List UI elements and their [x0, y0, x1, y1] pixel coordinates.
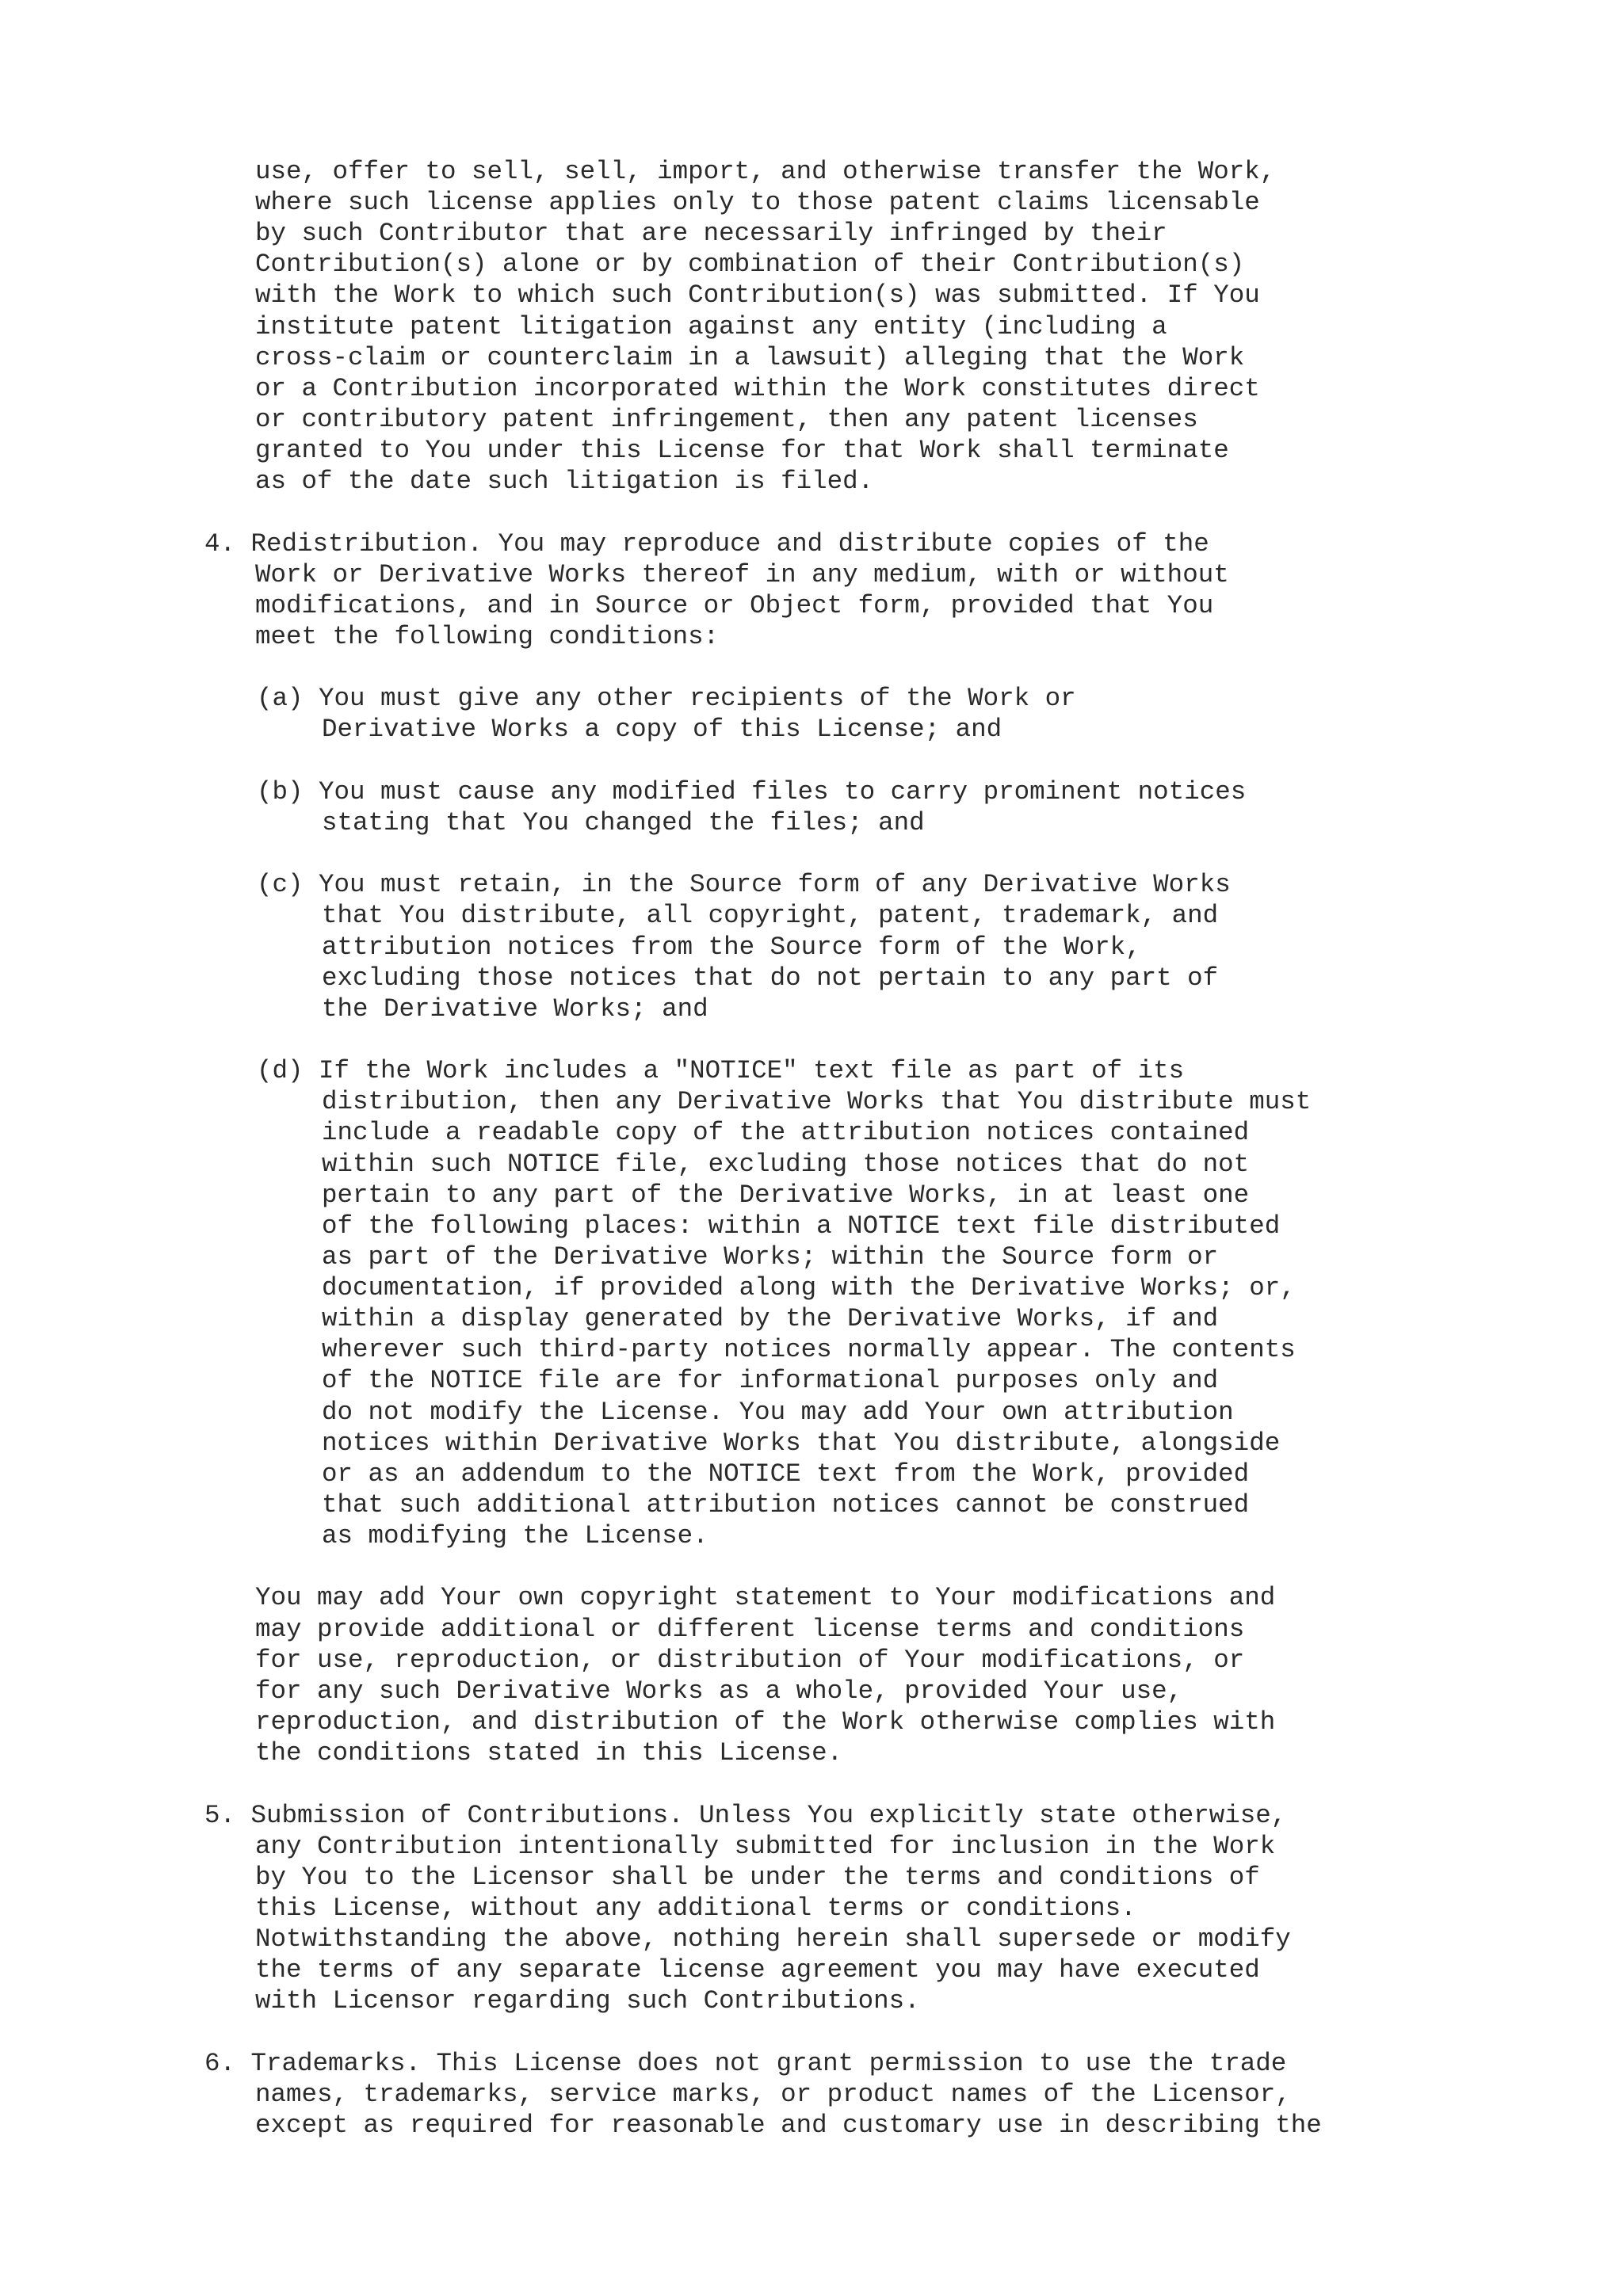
text-line: cross-claim or counterclaim in a lawsuit) alleging that the Work: [255, 343, 1245, 372]
text-line: for use, reproduction, or distribution of Your modifications, or: [255, 1646, 1245, 1675]
text-line: by You to the Licensor shall be under the terms and conditions of: [255, 1863, 1260, 1892]
text-line: as of the date such litigation is filed.: [255, 467, 874, 496]
text-line: Notwithstanding the above, nothing herein shall supersede or modify: [255, 1924, 1291, 1954]
text-line: Derivative Works a copy of this License; and: [322, 715, 1002, 744]
text-line: with the Work to which such Contribution(s) was submitted. If You: [255, 280, 1260, 310]
text-line: Work or Derivative Works thereof in any medium, with or without: [255, 560, 1229, 589]
text-line: pertain to any part of the Derivative Works, in at least one: [322, 1180, 1250, 1210]
text-line: may provide additional or different license terms and conditions: [255, 1615, 1245, 1644]
text-line: any Contribution intentionally submitted for inclusion in the Work: [255, 1832, 1276, 1861]
text-line: documentation, if provided along with the Derivative Works; or,: [322, 1273, 1296, 1302]
text-line: or a Contribution incorporated within the Work constitutes direct: [255, 374, 1260, 403]
text-line: do not modify the License. You may add Your own attribution: [322, 1398, 1234, 1427]
text-line: as modifying the License.: [322, 1521, 708, 1550]
text-line: of the NOTICE file are for informational purposes only and: [322, 1366, 1219, 1395]
text-line: You may add Your own copyright statement to Your modifications and: [255, 1583, 1276, 1612]
text-line: within such NOTICE file, excluding those notices that do not: [322, 1150, 1250, 1179]
text-line: excluding those notices that do not pertain to any part of: [322, 963, 1219, 993]
subsection-d-line: (d) If the Work includes a "NOTICE" text file as part of its: [257, 1056, 1185, 1085]
text-line: the conditions stated in this License.: [255, 1738, 843, 1768]
text-line: Contribution(s) alone or by combination of their Contribution(s): [255, 250, 1245, 279]
text-line: stating that You changed the files; and: [322, 808, 925, 837]
subsection-a-line: (a) You must give any other recipients of the Work or: [257, 684, 1076, 713]
text-line: notices within Derivative Works that You distribute, alongside: [322, 1428, 1281, 1458]
text-line: for any such Derivative Works as a whole, provided Your use,: [255, 1676, 1183, 1706]
section-6-heading-line: 6. Trademarks. This License does not grant permission to use the trade: [204, 2049, 1287, 2078]
text-line: where such license applies only to those patent claims licensable: [255, 188, 1260, 217]
text-line: within a display generated by the Derivative Works, if and: [322, 1304, 1219, 1333]
text-line: granted to You under this License for that Work shall terminate: [255, 436, 1229, 465]
text-line: reproduction, and distribution of the Work otherwise complies with: [255, 1707, 1276, 1737]
subsection-b-line: (b) You must cause any modified files to carry prominent notices: [257, 777, 1247, 807]
text-line: names, trademarks, service marks, or product names of the Licensor,: [255, 2080, 1291, 2109]
text-line: attribution notices from the Source form of the Work,: [322, 933, 1141, 962]
text-line: that You distribute, all copyright, patent, trademark, and: [322, 901, 1219, 930]
text-line: distribution, then any Derivative Works that You distribute must: [322, 1087, 1312, 1116]
text-line: include a readable copy of the attribution notices contained: [322, 1118, 1250, 1147]
text-line: wherever such third-party notices normally appear. The contents: [322, 1335, 1296, 1364]
text-line: or contributory patent infringement, then any patent licenses: [255, 405, 1198, 434]
text-line: or as an addendum to the NOTICE text from the Work, provided: [322, 1459, 1250, 1489]
text-line: as part of the Derivative Works; within the Source form or: [322, 1242, 1219, 1272]
section-4-heading-line: 4. Redistribution. You may reproduce and distribute copies of the: [204, 529, 1209, 559]
text-line: institute patent litigation against any entity (including a: [255, 312, 1167, 341]
text-line: the Derivative Works; and: [322, 994, 708, 1024]
section-5-heading-line: 5. Submission of Contributions. Unless You explicitly state otherwise,: [204, 1801, 1287, 1830]
text-line: modifications, and in Source or Object form, provided that You: [255, 591, 1214, 620]
text-line: with Licensor regarding such Contributions.: [255, 1986, 920, 2016]
text-line: of the following places: within a NOTICE text file distributed: [322, 1211, 1281, 1241]
text-line: that such additional attribution notices cannot be construed: [322, 1490, 1250, 1520]
subsection-c-line: (c) You must retain, in the Source form of any Derivative Works: [257, 870, 1231, 899]
text-line: meet the following conditions:: [255, 622, 720, 651]
text-line: by such Contributor that are necessarily infringed by their: [255, 219, 1167, 248]
text-line: use, offer to sell, sell, import, and otherwise transfer the Work,: [255, 157, 1276, 186]
text-line: the terms of any separate license agreement you may have executed: [255, 1955, 1260, 1985]
text-line: except as required for reasonable and customary use in describing the: [255, 2111, 1322, 2140]
text-line: this License, without any additional terms or conditions.: [255, 1894, 1136, 1923]
